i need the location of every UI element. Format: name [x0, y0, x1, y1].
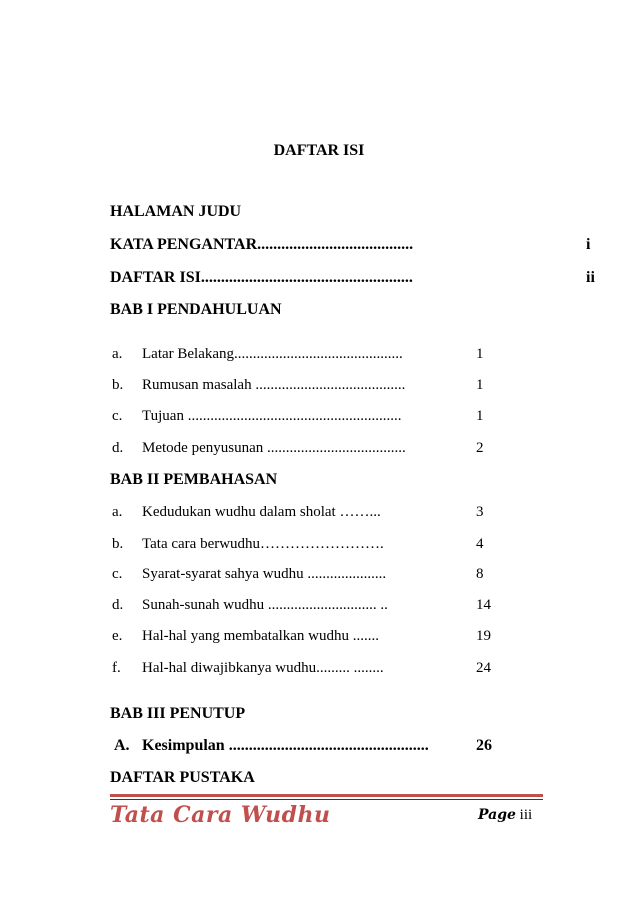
- toc-row-text: Kedudukan wudhu dalam sholat ……...: [142, 504, 381, 520]
- toc-row-letter: e.: [112, 628, 123, 644]
- toc-row-letter: c.: [112, 408, 123, 424]
- toc-row: [0, 408, 638, 428]
- toc-row: [0, 377, 638, 397]
- chapter-heading-bab-1: BAB I PENDAHULUAN: [110, 301, 282, 318]
- toc-entry-page: i: [586, 236, 591, 253]
- toc-row-page: 4: [476, 536, 484, 552]
- toc-row: [0, 346, 638, 366]
- toc-row-page: 1: [476, 346, 484, 362]
- toc-row-letter: a.: [112, 346, 123, 362]
- toc-entry-label: DAFTAR ISI.....................................................: [110, 269, 413, 286]
- footer-page-number: [478, 807, 532, 824]
- toc-row-letter: b.: [112, 536, 124, 552]
- toc-row-text: Sunah-sunah wudhu ............................. ..: [142, 597, 388, 613]
- toc-row: [0, 597, 638, 617]
- toc-entry-kata-pengantar: [110, 236, 591, 254]
- toc-row-text: Latar Belakang.............................................: [142, 346, 403, 362]
- toc-row-text: Tujuan .........................................................: [142, 408, 402, 424]
- toc-entry-label: KATA PENGANTAR.......................................: [110, 236, 414, 253]
- toc-row-text: Syarat-syarat sahya wudhu .....................: [142, 566, 387, 582]
- toc-row-letter: f.: [112, 660, 121, 676]
- toc-row-text: Rumusan masalah ........................................: [142, 377, 406, 393]
- toc-row-page: 1: [476, 408, 484, 424]
- toc-row-page: 19: [476, 628, 491, 644]
- toc-row-letter: b.: [112, 377, 124, 393]
- toc-row-page: 1: [476, 377, 484, 393]
- toc-row-text: Metode penyusunan .....................................: [142, 440, 406, 456]
- toc-row: [0, 536, 638, 556]
- toc-entry-halaman-judul: HALAMAN JUDU: [110, 203, 242, 220]
- toc-entry-daftar-pustaka: DAFTAR PUSTAKA: [110, 769, 255, 786]
- toc-row: [0, 628, 638, 648]
- chapter-heading-bab-2: BAB II PEMBAHASAN: [110, 471, 278, 488]
- toc-entry-daftar-isi: [110, 269, 595, 287]
- toc-row-letter: d.: [112, 597, 124, 613]
- toc-row-kesimpulan: [0, 737, 638, 759]
- toc-row-page: 8: [476, 566, 484, 582]
- chapter-heading-bab-3: BAB III PENUTUP: [110, 705, 246, 722]
- toc-row-letter: A.: [114, 737, 130, 754]
- toc-row: [0, 566, 638, 586]
- toc-row-page: 26: [476, 737, 492, 754]
- toc-row-page: 14: [476, 597, 491, 613]
- toc-row-text: Kesimpulan ..................................................: [142, 737, 429, 754]
- footer-page-value: iii: [519, 807, 533, 823]
- toc-row: [0, 440, 638, 460]
- toc-row-text: Tata cara berwudhu…………………….: [142, 536, 384, 552]
- toc-row-letter: c.: [112, 566, 123, 582]
- toc-row-letter: a.: [112, 504, 123, 520]
- toc-row: [0, 504, 638, 524]
- document-title: DAFTAR ISI: [273, 142, 365, 159]
- footer-document-title: Tata Cara Wudhu: [110, 802, 331, 828]
- footer-page-word: Page: [478, 807, 516, 823]
- toc-row-text: Hal-hal yang membatalkan wudhu .......: [142, 628, 380, 644]
- footer-rule-thick: [110, 794, 543, 797]
- toc-row-page: 24: [476, 660, 491, 676]
- toc-row-page: 3: [476, 504, 484, 520]
- toc-row-text: Hal-hal diwajibkanya wudhu......... ........: [142, 660, 384, 676]
- toc-row: [0, 660, 638, 680]
- toc-row-letter: d.: [112, 440, 124, 456]
- footer-rule-thin: [110, 799, 543, 800]
- toc-entry-page: ii: [586, 269, 595, 286]
- toc-row-page: 2: [476, 440, 484, 456]
